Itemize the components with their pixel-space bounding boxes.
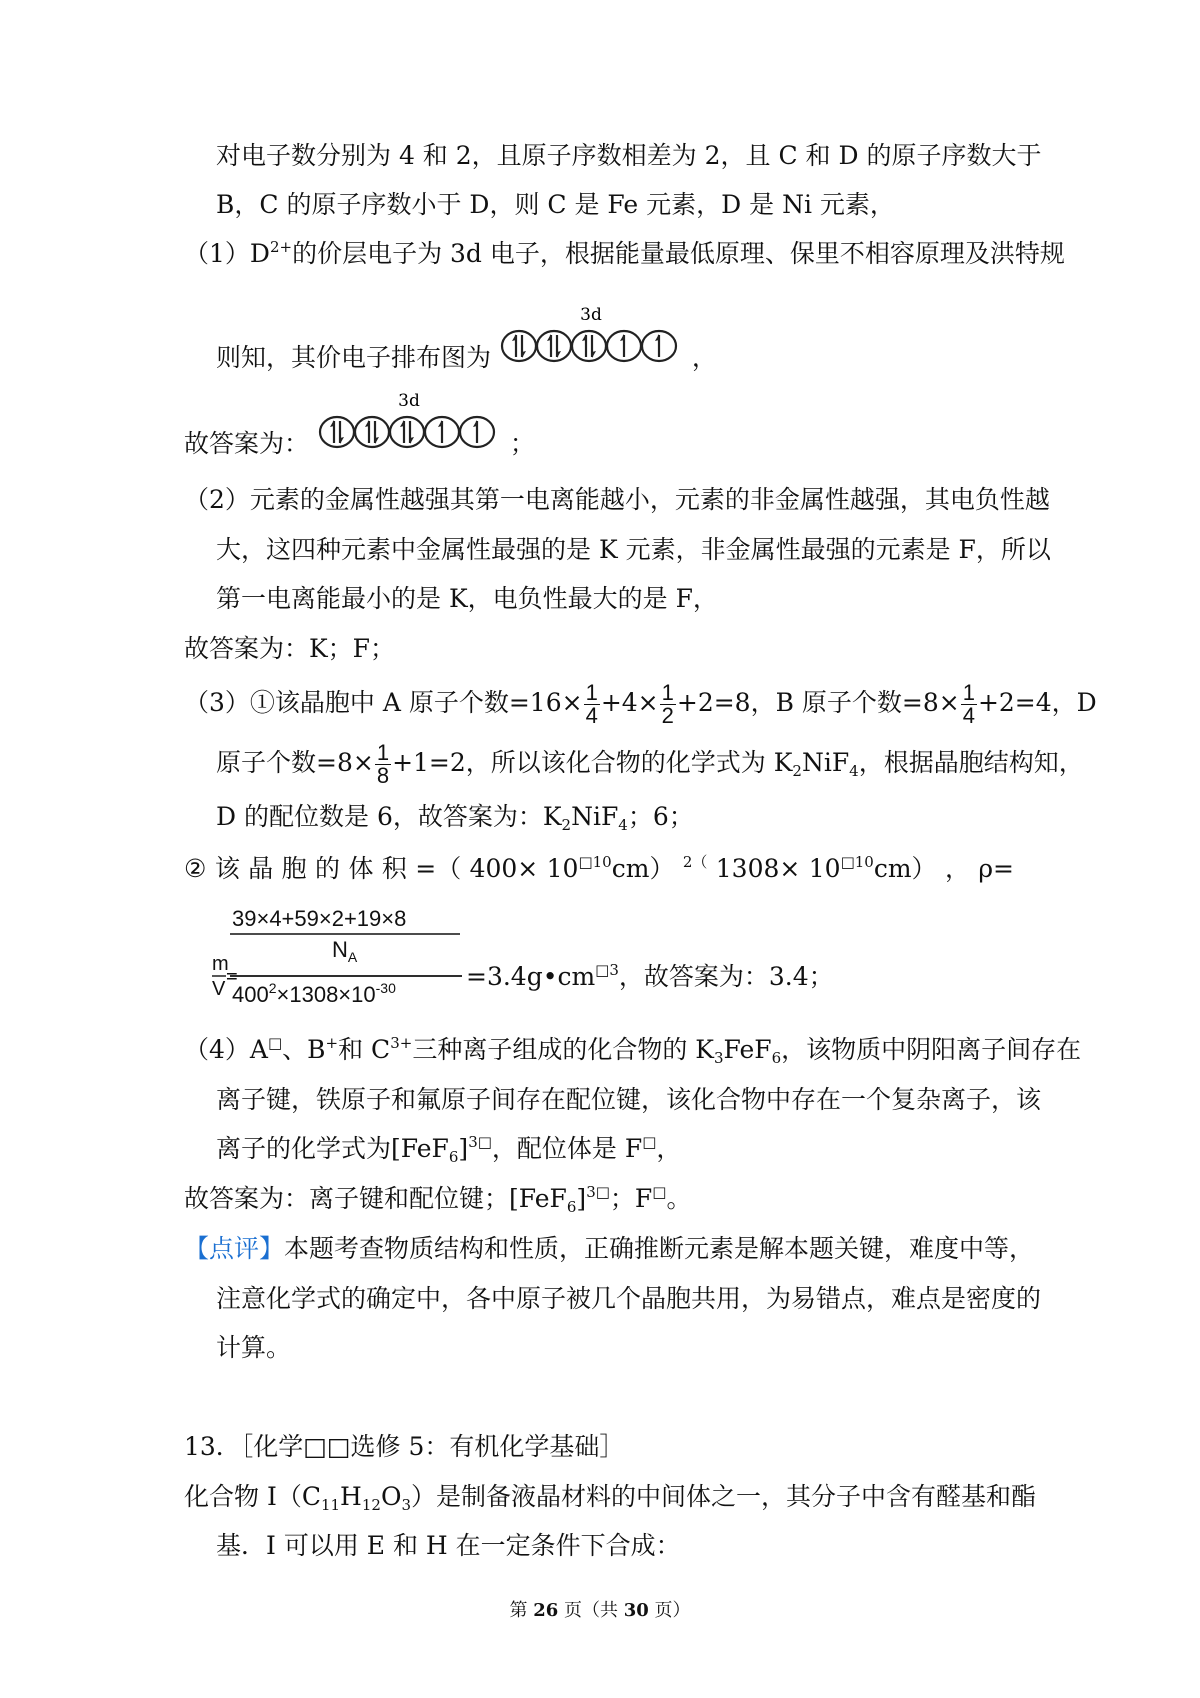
denominator: 4 — [962, 703, 975, 728]
word: 晶 — [248, 854, 274, 883]
page-total: 30 — [623, 1600, 649, 1621]
text: +2=4，D — [977, 688, 1097, 717]
word: cm） — [611, 854, 675, 883]
text-line-19 — [184, 1232, 1034, 1266]
text: O — [380, 1482, 402, 1511]
text-line-4 — [216, 304, 717, 375]
text: 注意化学式的确定中，各中原子被几个晶胞共用，为易错点，难点是密度的 — [216, 1284, 1042, 1313]
superscript: + — [325, 1034, 339, 1052]
text: ，配位体是 F — [491, 1134, 643, 1163]
subscript: 2 — [792, 762, 802, 780]
text-line-12 — [216, 800, 694, 834]
text: NiF — [801, 748, 850, 777]
text: 本题考查物质结构和性质，正确推断元素是解本题关键，难度中等， — [284, 1234, 1035, 1263]
mv-numerator: m — [212, 953, 229, 975]
text: 故答案为：K；F； — [184, 634, 396, 663]
text: B，C 的原子序数小于 D，则 C 是 Fe 元素，D 是 Ni 元素， — [216, 190, 895, 219]
text: 基．I 可以用 E 和 H 在一定条件下合成： — [216, 1531, 681, 1560]
page-footer — [0, 1599, 1200, 1623]
text: 大，这四种元素中金属性最强的是 K 元素，非金属性最强的元素是 F，所以 — [216, 535, 1051, 564]
word: ， — [944, 854, 970, 883]
text: 化合物 I（C — [184, 1482, 321, 1511]
text: 13．［化学□□选修 5：有机化学基础］ — [184, 1432, 625, 1461]
word: 积 — [381, 854, 407, 883]
text: 故答案为：离子键和配位键；[FeF — [184, 1184, 567, 1213]
text: +2=8，B 原子个数=8× — [676, 688, 960, 717]
superscript: □3 — [595, 961, 619, 979]
text: 第一电离能最小的是 K，电负性最大的是 F， — [216, 584, 718, 613]
word: 体 — [348, 854, 374, 883]
text: +1=2，所以该化合物的化学式为 K — [392, 748, 793, 777]
subscript: 12 — [361, 1496, 381, 1514]
word: 10 — [808, 854, 841, 883]
text-line-7 — [216, 533, 1051, 567]
text: FeF — [723, 1035, 772, 1064]
word: ② — [184, 854, 207, 883]
text-line-21 — [216, 1331, 291, 1365]
text: 页） — [648, 1600, 691, 1621]
text: ， — [691, 343, 717, 372]
subscript: 2 — [561, 816, 572, 834]
text-line-2 — [216, 188, 895, 222]
text-line-9 — [184, 632, 395, 666]
word-exp — [809, 852, 937, 886]
text: 原子个数=8× — [216, 748, 374, 777]
density-formula — [212, 900, 492, 1012]
equals: = — [226, 966, 238, 988]
fraction-eighth — [375, 742, 391, 787]
word: =（ — [415, 854, 462, 883]
text-line-3 — [184, 237, 1065, 271]
text-line-20 — [216, 1282, 1041, 1316]
denominator: 8 — [376, 763, 390, 788]
text: （1）D — [184, 239, 270, 268]
word-exp — [683, 852, 708, 886]
word: 10 — [546, 854, 579, 883]
subscript: 6 — [771, 1049, 782, 1067]
numerator: 1 — [585, 680, 598, 705]
text: （3）①该晶胞中 A 原子个数=16× — [184, 688, 583, 717]
subscript: 4 — [618, 816, 628, 834]
comment-tag: 【点评】 — [184, 1234, 285, 1263]
superscript: □ — [267, 1034, 283, 1052]
text: ，故答案为：3.4； — [618, 962, 834, 991]
superscript: 2（ — [682, 853, 708, 871]
text: ；F — [609, 1184, 653, 1213]
text: =3.4g•cm — [466, 962, 596, 991]
text: 和 C — [338, 1035, 391, 1064]
numerator: 1 — [962, 680, 975, 705]
text-line-1 — [216, 139, 1041, 173]
text-line-17 — [216, 1132, 681, 1166]
superscript: 3+ — [390, 1034, 413, 1052]
superscript: □ — [642, 1133, 657, 1151]
text: 则知，其价电子排布图为 — [216, 343, 492, 372]
word: 胞 — [281, 854, 307, 883]
mv-denominator: V — [212, 978, 226, 1000]
text: D 的配位数是 6，故答案为：K — [216, 802, 562, 831]
subscript: 4 — [849, 762, 859, 780]
superscript: 3□ — [468, 1133, 492, 1151]
orbital-diagram-3d — [499, 304, 684, 370]
text-line-6 — [184, 483, 1050, 517]
text: ，该物质中阴阳离子间存在 — [781, 1035, 1082, 1064]
inner-numerator: 39×4+59×2+19×8 — [232, 906, 407, 931]
text-line-8 — [216, 582, 718, 616]
orbital-label: 3d — [580, 304, 602, 325]
text: ）是制备液晶材料的中间体之一，其分子中含有醛基和酯 — [411, 1482, 1037, 1511]
page-number: 26 — [533, 1600, 559, 1621]
superscript: □10 — [578, 853, 612, 871]
subscript: 6 — [448, 1148, 459, 1166]
text: 故答案为： — [184, 429, 310, 458]
text: 离子键，铁原子和氟原子间存在配位键，该化合物中存在一个复杂离子，该 — [216, 1085, 1042, 1114]
numerator: 1 — [376, 740, 390, 765]
text: ，根据晶胞结构知， — [858, 748, 1084, 777]
text: 的价层电子为 3d 电子，根据能量最低原理、保里不相容原理及洪特规 — [292, 239, 1065, 268]
text: ， — [656, 1134, 682, 1163]
text: 第 — [509, 1600, 534, 1621]
text: 、B — [282, 1035, 326, 1064]
word: 该 — [214, 854, 240, 883]
numerator: 1 — [661, 680, 674, 705]
text: 对电子数分别为 4 和 2，且原子序数相差为 2，且 C 和 D 的原子序数大于 — [216, 141, 1042, 170]
text: +4× — [600, 688, 659, 717]
text: H — [340, 1482, 362, 1511]
text-line-18 — [184, 1182, 691, 1216]
text-line-13 — [184, 852, 1014, 886]
text-line-11 — [216, 742, 1084, 787]
inner-denominator: $N_A$ — [332, 937, 358, 965]
text-line-16 — [216, 1083, 1041, 1117]
text: （4）A — [184, 1035, 268, 1064]
word-exp — [547, 852, 675, 886]
text-line-10 — [184, 682, 1097, 727]
superscript: □ — [652, 1183, 667, 1201]
word: ρ= — [978, 854, 1014, 883]
orbital-label: 3d — [398, 390, 420, 411]
subscript: 3 — [713, 1049, 724, 1067]
text: 计算。 — [216, 1333, 292, 1362]
word: 400× — [469, 854, 539, 883]
fraction-quarter-b — [961, 682, 977, 727]
text: 页（共 — [558, 1600, 624, 1621]
text-line-23 — [184, 1480, 1036, 1514]
subscript: 3 — [401, 1496, 411, 1514]
fraction-quarter — [584, 682, 600, 727]
text: ；6； — [627, 802, 694, 831]
text-line-14 — [466, 960, 834, 994]
text: ] — [458, 1134, 469, 1163]
text: 三种离子组成的化合物的 K — [412, 1035, 714, 1064]
subscript: 6 — [566, 1198, 577, 1216]
text-line-24 — [216, 1529, 681, 1563]
text: NiF — [571, 802, 619, 831]
word: 1308× — [715, 854, 801, 883]
denominator: 2 — [661, 703, 674, 728]
orbital-diagram-3d-answer — [317, 390, 502, 456]
outer-denominator: $400^2\times 1308\times 10^{-30}$ — [232, 980, 396, 1007]
fraction-half — [660, 682, 676, 727]
superscript: 3□ — [586, 1183, 610, 1201]
text: （2）元素的金属性越强其第一电离能越小，元素的非金属性越强，其电负性越 — [184, 485, 1050, 514]
word: cm） — [873, 854, 937, 883]
text: ； — [509, 429, 535, 458]
subscript: 11 — [320, 1496, 341, 1514]
question-heading — [184, 1430, 624, 1464]
text-line-5 — [184, 390, 535, 461]
word: 的 — [315, 854, 341, 883]
superscript: □10 — [840, 853, 874, 871]
text: ] — [576, 1184, 587, 1213]
text: 。 — [666, 1184, 692, 1213]
denominator: 4 — [585, 703, 598, 728]
text: 离子的化学式为[FeF — [216, 1134, 449, 1163]
text-line-15 — [184, 1033, 1081, 1067]
superscript: 2+ — [269, 238, 293, 256]
